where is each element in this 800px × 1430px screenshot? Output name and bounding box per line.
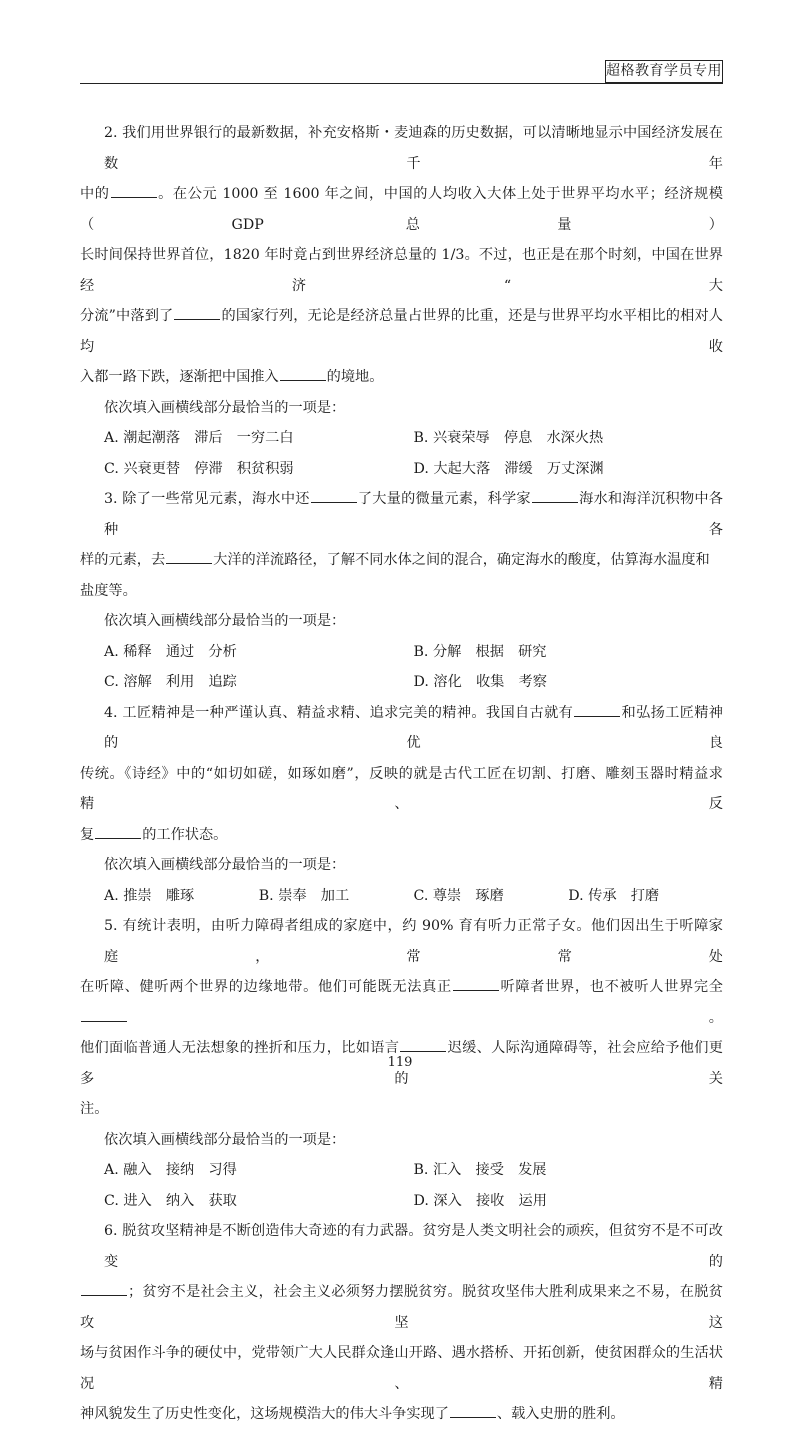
option-b[interactable]: B. 崇奉 加工 <box>258 887 350 904</box>
question-text-line <box>104 911 723 972</box>
text-segment: 4. 工匠精神是一种严谨认真、精益求精、追求完美的精神。我国自古就有 <box>104 704 574 721</box>
option-a[interactable]: A. 融入 接纳 习得 <box>104 1162 237 1178</box>
question-prompt: 依次填入画横线部分最恰当的一项是： <box>104 1131 346 1148</box>
option-a[interactable]: A. 稀释 通过 分析 <box>104 643 237 660</box>
options-row <box>104 1186 723 1217</box>
options-row <box>104 423 723 454</box>
text-segment: 复 <box>80 826 95 843</box>
text-segment: ；贫穷不是社会主义，社会主义必须努力摆脱贫穷。脱贫攻坚伟大胜利成果来之不易，在脱贫攻坚这 <box>80 1284 723 1331</box>
fill-blank <box>280 368 326 381</box>
question-text-line <box>80 301 723 362</box>
question-text-line <box>80 362 723 393</box>
option-d[interactable]: D. 溶化 收集 考察 <box>413 674 547 690</box>
option-d[interactable]: D. 深入 接收 运用 <box>413 1192 547 1209</box>
option-b[interactable]: B. 汇入 接受 发展 <box>413 1162 547 1178</box>
text-segment: 。 <box>128 1009 723 1026</box>
question-text-line <box>80 1399 723 1430</box>
option-c[interactable]: C. 溶解 利用 追踪 <box>104 674 237 690</box>
question-text-line <box>104 698 723 759</box>
fill-blank <box>311 490 357 503</box>
question-3 <box>80 484 723 698</box>
options-row <box>104 454 723 485</box>
option-b[interactable]: B. 兴衰荣辱 停息 水深火热 <box>413 430 604 446</box>
fill-blank <box>111 185 157 198</box>
header-label: 超格教育学员专用 <box>605 60 723 83</box>
options-row <box>104 881 723 912</box>
text-segment: 、载入史册的胜利。 <box>496 1406 625 1422</box>
question-text-line <box>104 484 723 545</box>
fill-blank <box>532 490 578 503</box>
fill-blank <box>166 551 212 564</box>
fill-blank <box>95 826 141 839</box>
page-number: 119 <box>387 1055 413 1070</box>
question-4 <box>80 698 723 912</box>
options-row <box>104 1155 723 1186</box>
text-segment: 他们面临普通人无法想象的挫折和压力，比如语言 <box>80 1040 400 1056</box>
option-a[interactable]: A. 推崇 雕琢 <box>104 887 195 904</box>
text-segment: 传统。《诗经》中的“如切如磋，如琢如磨”，反映的就是古代工匠在切割、打磨、雕刻玉器时精益求精、反 <box>80 765 723 812</box>
question-prompt: 依次填入画横线部分最恰当的一项是： <box>104 613 346 629</box>
text-segment: 大洋的洋流路径，了解不同水体之间的混合，确定海水的酸度，估算海水温度和盐度等。 <box>80 552 710 599</box>
option-a[interactable]: A. 潮起潮落 滞后 一穷二白 <box>104 430 294 446</box>
document-body <box>80 118 723 1430</box>
text-segment: 在听障、健听两个世界的边缘地带。他们可能既无法真正 <box>80 979 452 995</box>
text-segment: 的境地。 <box>326 369 384 385</box>
text-segment: 样的元素，去 <box>80 552 166 568</box>
option-b[interactable]: B. 分解 根据 研究 <box>413 643 547 660</box>
text-segment: 长时间保持世界首位，1820 年时竟占到世界经济总量的 1/3。不过，也正是在那个时刻，中国在世界经济“大 <box>80 247 723 294</box>
question-text-line <box>80 759 723 820</box>
question-text-line <box>80 1338 723 1399</box>
option-c[interactable]: C. 尊崇 琢磨 <box>413 887 504 904</box>
text-segment: 入都一路下跌，逐渐把中国推入 <box>80 369 279 385</box>
option-d[interactable]: D. 传承 打磨 <box>568 887 660 904</box>
question-text-line <box>80 1094 723 1125</box>
text-segment: 2. 我们用世界银行的最新数据，补充安格斯・麦迪森的历史数据，可以清晰地显示中国经济发展在数千年 <box>104 125 723 172</box>
option-c[interactable]: C. 兴衰更替 停滞 积贫积弱 <box>104 460 294 477</box>
question-6 <box>80 1216 723 1430</box>
text-segment: 的国家行列，无论是经济总量占世界的比重，还是与世界平均水平相比的相对人均收 <box>80 308 723 355</box>
text-segment: 3. 除了一些常见元素，海水中还 <box>104 491 310 507</box>
fill-blank <box>81 1283 127 1296</box>
fill-blank <box>574 704 620 717</box>
text-segment: 迟缓、人际沟通障碍等，社会应给予他们更多的关 <box>80 1040 723 1087</box>
question-text-line <box>80 1277 723 1338</box>
text-segment: 的工作状态。 <box>142 826 228 843</box>
text-segment: 中的 <box>80 186 110 202</box>
text-segment: 和弘扬工匠精神的优良 <box>104 704 723 751</box>
fill-blank <box>400 1039 446 1052</box>
option-c[interactable]: C. 进入 纳入 获取 <box>104 1192 237 1209</box>
options-row <box>104 667 723 698</box>
text-segment: 场与贫困作斗争的硬仗中，党带领广大人民群众逢山开路、遇水搭桥、开拓创新，使贫困群众的生活状况、精 <box>80 1345 723 1392</box>
question-prompt: 依次填入画横线部分最恰当的一项是： <box>104 399 346 416</box>
text-segment: 6. 脱贫攻坚精神是不断创造伟大奇迹的有力武器。贫穷是人类文明社会的顽疾，但贫穷不是不可改变的 <box>104 1223 723 1270</box>
fill-blank <box>450 1405 496 1418</box>
option-d[interactable]: D. 大起大落 滞缓 万丈深渊 <box>413 460 604 477</box>
text-segment: 5. 有统计表明，由听力障碍者组成的家庭中，约 90% 育有听力正常子女。他们因出生于听障家庭，常常处 <box>104 918 723 965</box>
options-row <box>104 637 723 668</box>
question-text-line <box>80 179 723 240</box>
question-text-line <box>80 820 723 851</box>
text-segment: 海水和海洋沉积物中各种各 <box>104 491 723 538</box>
question-text-line <box>104 118 723 179</box>
text-segment: 听障者世界，也不被听人世界完全 <box>499 979 723 995</box>
question-text-line <box>80 972 723 1033</box>
fill-blank <box>174 307 220 320</box>
question-text-line <box>80 545 723 606</box>
question-2 <box>80 118 723 484</box>
text-segment: 分流”中落到了 <box>80 308 174 324</box>
header-rule <box>80 83 723 84</box>
question-text-line <box>80 240 723 301</box>
text-segment: 神风貌发生了历史性变化，这场规模浩大的伟大斗争实现了 <box>80 1406 449 1422</box>
question-prompt: 依次填入画横线部分最恰当的一项是： <box>104 857 346 873</box>
question-text-line <box>104 1216 723 1277</box>
fill-blank <box>453 978 499 991</box>
text-segment: 注。 <box>80 1101 109 1117</box>
text-segment: 了大量的微量元素，科学家 <box>357 491 531 507</box>
fill-blank <box>81 1009 127 1022</box>
text-segment: 。在公元 1000 至 1600 年之间，中国的人均收入大体上处于世界平均水平；经济规模（GDP 总量） <box>80 186 723 233</box>
